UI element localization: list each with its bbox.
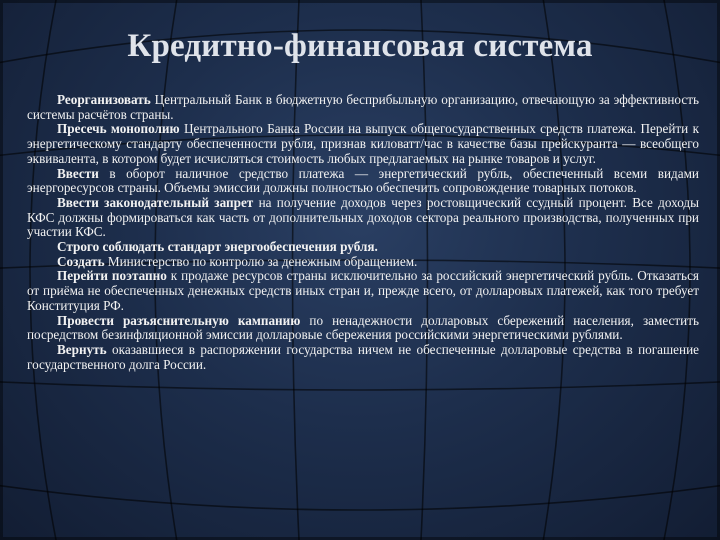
keyword: Ввести законодательный запрет [57, 194, 254, 210]
paragraph-text: Центральный Банк в бюджетную бесприбыльную организацию, отвечающую за эффективность системы расчётов страны. [27, 92, 699, 122]
slide-body [27, 93, 699, 372]
keyword: Перейти поэтапно [57, 268, 167, 284]
paragraph-text: в оборот наличное средство платежа — энергетический рубль, обеспеченный всеми видами энергоресурсов страны. Объемы эмиссии должны полностью обеспечить сопровождение товарных потоков. [27, 165, 699, 196]
paragraph-text: Министерство по контролю за денежным обращением. [104, 253, 418, 269]
keyword: Реорганизовать [57, 92, 151, 107]
paragraph-reorganize [27, 93, 699, 122]
keyword: Ввести [57, 165, 99, 181]
paragraph-phased-transition [27, 269, 699, 313]
keyword: Строго соблюдать стандарт энергообеспечения рубля. [57, 239, 378, 255]
paragraph-create-ministry [27, 255, 699, 270]
paragraph-text: к продаже ресурсов страны исключительно за российский энергетический рубль. Отказаться от приёма не обеспеченных денежных средств иных стран и, прежде всего, от долларовых платежей, как того требует Конституция РФ. [27, 268, 699, 313]
paragraph-legal-ban [27, 196, 699, 240]
paragraph-text: на получение доходов через ростовщический ссудный процент. Все доходы КФС должны формироваться как часть от дополнительных доходов сектора реального производства, полученных при участии КФС. [27, 194, 699, 240]
paragraph-return-funds [27, 343, 699, 372]
paragraph-stop-monopoly [27, 122, 699, 166]
keyword: Пресечь монополию [57, 121, 180, 137]
paragraph-text: Центрального Банка России на выпуск общегосударственных средств платежа. Перейти к энергетическому стандарту обеспеченности рубля, признав киловатт/час в качестве базы прейскуранта — всеобщего эквивалента, в котором будет исчисляться стоимость любых предлагаемых на рынке товаров и услуг. [27, 121, 699, 166]
slide-title: Кредитно-финансовая система [127, 28, 593, 64]
keyword: Провести разъяснительную кампанию [57, 312, 301, 328]
paragraph-introduce-ruble [27, 167, 699, 196]
paragraph-text: оказавшиеся в распоряжении государства ничем не обеспеченные долларовые средства в погашение государственного долга России. [27, 341, 699, 372]
paragraph-energy-standard [27, 240, 699, 255]
paragraph-campaign [27, 314, 699, 343]
keyword: Вернуть [57, 341, 107, 357]
paragraph-text: по ненадежности долларовых сбережений населения, заместить посредством безинфляционной эмиссии долларовые сбережения российскими энергетическими рублями. [27, 312, 700, 343]
keyword: Создать [57, 253, 105, 269]
